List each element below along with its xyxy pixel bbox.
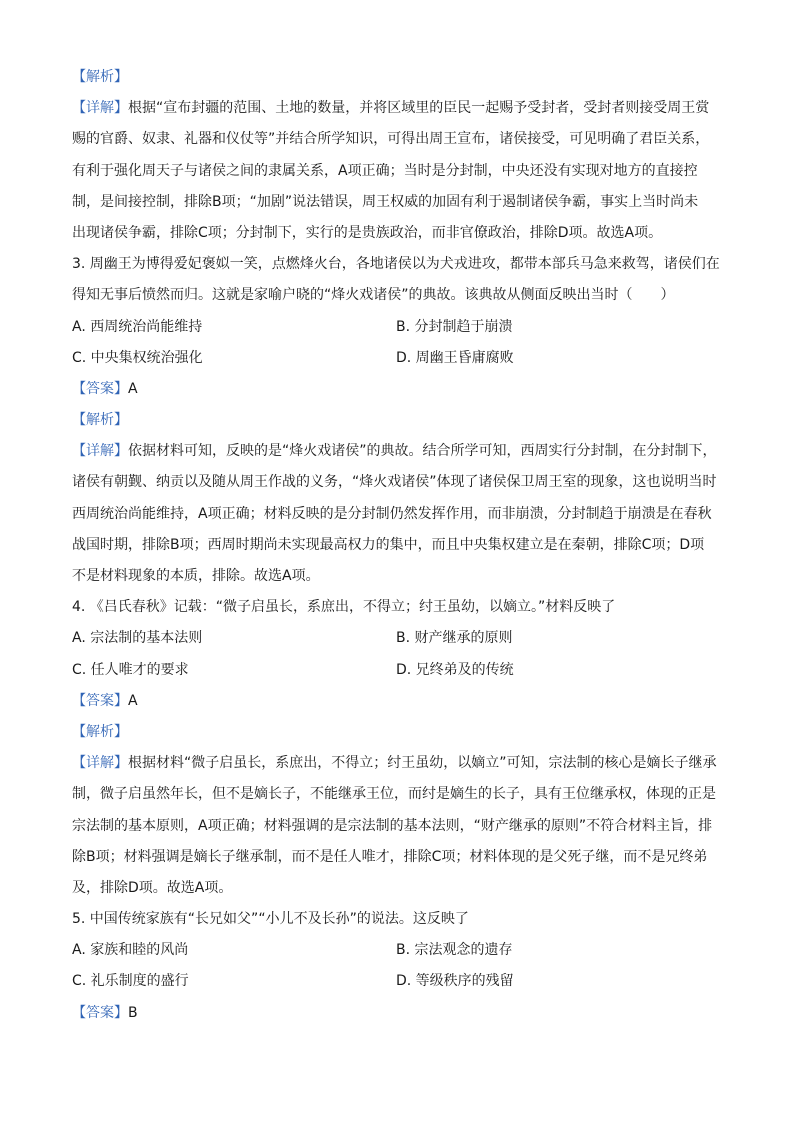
q4-options-row xyxy=(72,623,724,654)
q4-option-a: A. 宗法制的基本法则 xyxy=(72,630,203,647)
q3-detail-line: 西周统治尚能维持，A项正确；材料反映的是分封制仍然发挥作用，而非崩溃，分封制趋于崩溃是在春秋 xyxy=(72,505,712,522)
q3-option-b: B. 分封制趋于崩溃 xyxy=(396,318,513,335)
q3-detail-line: 诸侯有朝觐、纳贡以及随从周王作战的义务，“烽火戏诸侯”体现了诸侯保卫周王室的现象，这也说明当时 xyxy=(72,474,717,491)
q5-stem-line: 5. 中国传统家族有“长兄如父”“小儿不及长孙”的说法。这反映了 xyxy=(72,911,469,928)
q2-analysis-heading: 【解析】 xyxy=(72,69,128,85)
q4-detail-line: 宗法制的基本原则，A项正确；材料强调的是宗法制的基本法则，“财产继承的原则”不符合材料主旨，排 xyxy=(72,817,713,834)
q5-options-row xyxy=(72,966,724,997)
q4-option-b: B. 财产继承的原则 xyxy=(396,630,513,647)
q4-option-c: C. 任人唯才的要求 xyxy=(72,661,189,678)
q2-detail-line: 制，是间接控制，排除B项；“加剧”说法错误，周王权威的加固有利于遏制诸侯争霸，事实上当时尚未 xyxy=(72,193,699,210)
q4-stem-line: 4. 《吕氏春秋》记载：“微子启虽长，系庶出，不得立；纣王虽幼，以嫡立。”材料反映了 xyxy=(72,599,616,616)
q4-analysis-heading: 【解析】 xyxy=(72,723,128,740)
q3-stem-line: 得知无事后愤然而归。这就是家喻户晓的“烽火戏诸侯”的典故。该典故从侧面反映出当时（ ） xyxy=(72,287,675,304)
q4-detail-line: 除B项；材料强调是嫡长子继承制，而不是任人唯才，排除C项；材料体现的是父死子继，而不是兄终弟 xyxy=(72,848,708,865)
q3-detail-line: 不是材料现象的本质，排除。故选A项。 xyxy=(72,568,320,584)
q3-options-row xyxy=(72,312,724,343)
q2-detail-line: 有利于强化周天子与诸侯之间的隶属关系，A项正确；当时是分封制，中央还没有实现对地方的直接控 xyxy=(72,162,698,179)
q2-detail-line: 出现诸侯争霸，排除C项；分封制下，实行的是贵族政治，而非官僚政治，排除D项。故选A项。 xyxy=(72,224,663,241)
q3-detail-line: 【详解】依据材料可知，反映的是“烽火戏诸侯”的典故。结合所学可知，西周实行分封制，在分封制下， xyxy=(72,443,717,460)
q5-option-d: D. 等级秩序的残留 xyxy=(396,973,514,990)
q5-option-c: C. 礼乐制度的盛行 xyxy=(72,973,189,990)
q3-options-row xyxy=(72,343,724,374)
q3-analysis-heading: 【解析】 xyxy=(72,412,128,429)
q4-options-row xyxy=(72,655,724,686)
q5-answer: 【答案】B xyxy=(72,1004,138,1021)
q5-option-a: A. 家族和睦的风尚 xyxy=(72,942,189,959)
q5-option-b: B. 宗法观念的遗存 xyxy=(396,942,513,959)
q3-option-c: C. 中央集权统治强化 xyxy=(72,349,203,366)
q2-detail-line: 【详解】根据“宣布封疆的范围、土地的数量，并将区域里的臣民一起赐予受封者，受封者则接受周王赏 xyxy=(72,100,710,117)
q3-detail-line: 战国时期，排除B项；西周时期尚未实现最高权力的集中，而且中央集权建立是在秦朝，排除C项；D项 xyxy=(72,536,705,553)
q3-stem-line: 3. 周幽王为博得爱妃褒姒一笑，点燃烽火台，各地诸侯以为犬戎进攻，都带本部兵马急来救驾，诸侯们在 xyxy=(72,256,720,273)
q3-option-a: A. 西周统治尚能维持 xyxy=(72,318,203,335)
document-page xyxy=(72,62,724,1029)
q4-answer: 【答案】A xyxy=(72,692,138,709)
q5-options-row xyxy=(72,935,724,966)
q3-answer: 【答案】A xyxy=(72,380,138,397)
q4-detail-line: 制，微子启虽然年长，但不是嫡长子，不能继承王位，而纣是嫡生的长子，具有王位继承权，体现的正是 xyxy=(72,786,716,803)
q4-detail-line: 【详解】根据材料“微子启虽长，系庶出，不得立；纣王虽幼，以嫡立”可知，宗法制的核心是嫡长子继承 xyxy=(72,755,717,772)
q4-option-d: D. 兄终弟及的传统 xyxy=(396,661,514,678)
q4-detail-line: 及，排除D项。故选A项。 xyxy=(72,879,233,896)
q2-detail-line: 赐的官爵、奴隶、礼器和仪仗等”并结合所学知识，可得出周王宣布，诸侯接受，可见明确了君臣关系， xyxy=(72,131,710,148)
q3-option-d: D. 周幽王昏庸腐败 xyxy=(396,349,514,366)
